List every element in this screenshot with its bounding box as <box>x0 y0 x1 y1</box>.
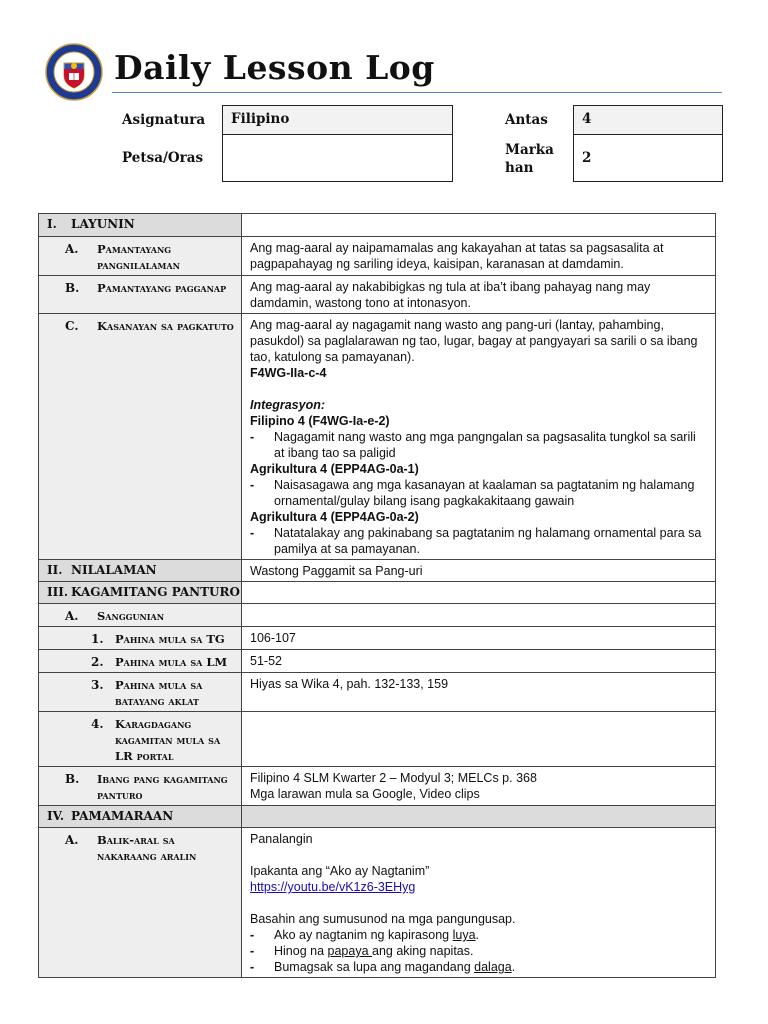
table-row <box>39 582 716 604</box>
row-label-ibang-kagamitan: B. Ibang pang kagamitang panturo <box>39 767 242 806</box>
nilalaman-content: Wastong Paggamit sa Pang-uri <box>242 560 716 582</box>
list-item: - Hinog na papaya ang aking napitas. <box>250 944 474 958</box>
quarter-field[interactable]: 2 <box>573 134 723 182</box>
section-pamamaraan: IV. PAMAMARAAN <box>39 806 242 828</box>
row-label-batayang-aklat: 3. Pahina mula sa batayang aklat <box>39 673 242 712</box>
list-item: - Nagagamit nang wasto ang mga pangngalan sa pagsasalita tungkol sa sarili at ibang tao sa paligid <box>250 430 696 460</box>
table-row <box>39 806 716 828</box>
integrasyon-label: Integrasyon: <box>250 398 326 412</box>
row-label-lr-portal: 4. Karagdagang kagamitan mula sa LR portal <box>39 712 242 767</box>
balik-aral-content: Panalangin Ipakanta ang “Ako ay Nagtanim” https://youtu.be/vK1z6-3EHyg Basahin ang sumusunod na mga pangungusap. - Ako ay nagtanim ng kapirasong luya. - Hinog na papaya ang aking napitas. - Bumagsak sa lupa ang magandang dalaga. <box>242 828 716 978</box>
competency-code: F4WG-IIa-c-4 <box>250 366 327 380</box>
table-row <box>39 276 716 314</box>
section-nilalaman: II. NILALAMAN <box>39 560 242 582</box>
table-row <box>39 314 716 560</box>
quarter-label: Marka han <box>505 142 554 176</box>
row-label-kasanayan: C. Kasanayan sa pagkatuto <box>39 314 242 560</box>
list-item: - Ako ay nagtanim ng kapirasong luya. <box>250 928 480 942</box>
list-item: - Bumagsak sa lupa ang magandang dalaga. <box>250 960 516 974</box>
grade-field[interactable]: 4 <box>573 105 723 135</box>
lesson-log-table <box>38 213 716 978</box>
table-row <box>39 560 716 582</box>
lr-portal-content <box>242 712 716 767</box>
table-row <box>39 712 716 767</box>
page-title: Daily Lesson Log <box>114 48 435 87</box>
kagamitan-content <box>242 582 716 604</box>
row-label-balik-aral: A. Balik-aral sa nakaraang aralin <box>39 828 242 978</box>
pahina-tg-content: 106-107 <box>242 627 716 650</box>
table-row <box>39 627 716 650</box>
row-label-sanggunian: A. Sanggunian <box>39 604 242 627</box>
row-label-pahina-lm: 2. Pahina mula sa LM <box>39 650 242 673</box>
batayang-aklat-content: Hiyas sa Wika 4, pah. 132-133, 159 <box>242 673 716 712</box>
kasanayan-content: Ang mag-aaral ay nagagamit nang wasto ang pang-uri (lantay, pahambing, pasukdol) sa paglalarawan ng tao, lugar, bagay at pangyayari sa sarili o sa ibang tao, katulong sa pamayanan). F4WG-IIa-c-4 Integrasyon: Filipino 4 (F4WG-Ia-e-2) - Nagagamit nang wasto ang mga pangngalan sa pagsasalita tungkol sa sarili at ibang tao sa paligid Agrikultura 4 (EPP4AG-0a-1) - Naisasagawa ang mga kasanayan at kaalaman sa pagtatanim ng halamang ornamental/gulay bilang isang pagkakakitaang gawain Agrikultura 4 (EPP4AG-0a-2) - Natatalakay ang pakinabang sa pagtatanim ng halamang ornamental para sa pamilya at sa pamayanan. <box>242 314 716 560</box>
list-item: - Naisasagawa ang mga kasanayan at kaalaman sa pagtatanim ng halamang ornamental/gulay bilang isang pagkakakitaang gawain <box>250 478 695 508</box>
table-row <box>39 214 716 237</box>
row-label-pahina-tg: 1. Pahina mula sa TG <box>39 627 242 650</box>
subject-label: Asignatura <box>122 112 206 128</box>
pahina-lm-content: 51-52 <box>242 650 716 673</box>
pamantayang-pangnilalaman-content: Ang mag-aaral ay naipamamalas ang kakayahan at tatas sa pagsasalita at pagpapahayag ng sariling ideya, kaisipan, karanasan at damdamin. <box>242 237 716 276</box>
grade-label: Antas <box>505 112 548 128</box>
title-divider <box>112 92 722 93</box>
section-kagamitang-panturo: III. KAGAMITANG PANTURO <box>39 582 242 604</box>
pamamaraan-content <box>242 806 716 828</box>
ibang-kagamitan-content: Filipino 4 SLM Kwarter 2 – Modyul 3; MELCs p. 368 Mga larawan mula sa Google, Video clips <box>242 767 716 806</box>
layunin-content <box>242 214 716 237</box>
pamantayang-pagganap-content: Ang mag-aaral ay nakabibigkas ng tula at iba’t ibang pahayag nang may damdamin, wastong tono at intonasyon. <box>242 276 716 314</box>
row-label-pamantayang-pangnilalaman: A. Pamantayang pangnilalaman <box>39 237 242 276</box>
table-row <box>39 237 716 276</box>
table-row <box>39 650 716 673</box>
deped-seal-logo <box>45 43 103 101</box>
table-row <box>39 673 716 712</box>
table-row <box>39 828 716 978</box>
row-label-pamantayang-pagganap: B. Pamantayang pagganap <box>39 276 242 314</box>
subject-field[interactable]: Filipino <box>222 105 453 135</box>
section-layunin: I. LAYUNIN <box>39 214 242 237</box>
date-label: Petsa/Oras <box>122 150 204 166</box>
table-row <box>39 767 716 806</box>
date-field[interactable] <box>222 134 453 182</box>
list-item: - Natatalakay ang pakinabang sa pagtatanim ng halamang ornamental para sa pamilya at sa pamayanan. <box>250 526 702 556</box>
table-row <box>39 604 716 627</box>
song-video-link[interactable]: https://youtu.be/vK1z6-3EHyg <box>250 880 416 894</box>
sanggunian-content <box>242 604 716 627</box>
